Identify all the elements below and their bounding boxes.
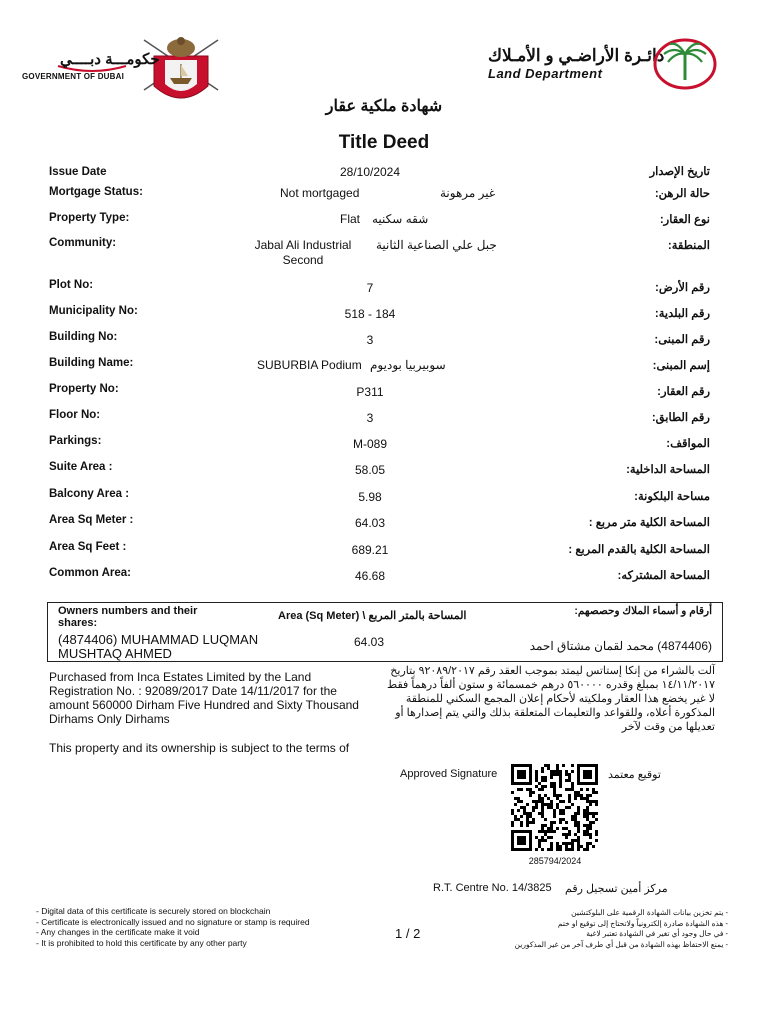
field-value: 5.98 (358, 490, 382, 504)
field-label-arabic: المنطقة: (667, 240, 710, 252)
footer-note-arabic: - هذه الشهادة صادرة إلكترونياً ولاتحتاج إلى توقيع او ختم (557, 918, 728, 928)
field-value-arabic: جبل علي الصناعية الثانية (376, 238, 497, 252)
field-label: Parkings: (49, 435, 102, 447)
field-label: Municipality No: (49, 305, 138, 317)
owners-header: Owners numbers and their shares: (58, 605, 198, 629)
field-value: M-089 (352, 437, 387, 451)
field-value: 28/10/2024 (339, 165, 401, 179)
footer-note-arabic: - يمنع الاحتفاظ بهذه الشهادة من قبل أي طرف آخر من غير المذكورين (514, 939, 728, 949)
field-label-arabic: مساحة البلكونة: (634, 491, 710, 503)
field-label-arabic: المساحة الكلية متر مربع : (588, 517, 710, 529)
field-value: 3 (366, 411, 374, 425)
field-label: Property No: (49, 383, 119, 395)
field-label: Area Sq Meter : (49, 514, 134, 526)
field-label-arabic: المساحة الكلية بالقدم المربع : (568, 544, 710, 556)
land-department-logo (652, 38, 718, 90)
field-label-arabic: تاريخ الإصدار (649, 166, 710, 178)
field-value-arabic: شقه سكنيه (372, 212, 429, 226)
government-of-dubai-english: GOVERNMENT OF DUBAI (22, 72, 125, 81)
footer-note: - Any changes in the certificate make it void (36, 927, 200, 937)
land-department-arabic: دائـرة الأراضـي و الأمـلاك (488, 46, 665, 65)
land-department-english: Land Department (488, 66, 603, 81)
field-label: Property Type: (49, 212, 130, 224)
field-label: Issue Date (49, 166, 107, 178)
owners-header-arabic: أرقام و أسماء الملاك وحصصهم: (574, 605, 712, 617)
field-label-arabic: رقم البلدية: (654, 308, 710, 320)
field-label-arabic: المساحة الداخلية: (626, 464, 710, 476)
palm-tree-icon (652, 38, 718, 90)
field-label: Mortgage Status: (49, 186, 143, 198)
field-label-arabic: المساحة المشتركه: (617, 570, 710, 582)
owners-area-header: Area (Sq Meter) \ المساحة بالمتر المربع (278, 610, 467, 622)
page-number: 1 / 2 (395, 926, 421, 941)
field-label: Area Sq Feet : (49, 541, 127, 553)
approved-signature-label-arabic: توقيع معتمد (608, 769, 661, 781)
government-of-dubai-arabic: حكومـــة دبــــي (60, 51, 160, 68)
field-value: 3 (366, 333, 374, 347)
field-value: 518 - 184 (344, 307, 396, 321)
field-value: 46.68 (354, 569, 386, 583)
field-label-arabic: نوع العقار: (659, 214, 710, 226)
owner-area: 64.03 (354, 635, 385, 649)
field-label: Community: (49, 237, 117, 249)
footer-note-arabic: - في حال وجود أي تغير في الشهادة تعتبر لاغية (586, 929, 728, 938)
field-label-arabic: رقم المبنى: (654, 334, 710, 346)
owner-name: (4874406) MUHAMMAD LUQMAN MUSHTAQ AHMED (58, 632, 259, 661)
field-label-arabic: المواقف: (666, 438, 710, 450)
field-value: 64.03 (354, 516, 386, 530)
field-label-arabic: إسم المبنى: (652, 360, 710, 372)
footer-notes-arabic (460, 908, 728, 950)
field-value: Flat (340, 212, 361, 226)
qr-number: 285794/2024 (528, 856, 582, 866)
field-value: P311 (356, 385, 384, 399)
field-value: 689.21 (351, 543, 389, 557)
field-label-arabic: رقم الأرض: (655, 282, 710, 294)
subject-text: This property and its ownership is subject to the terms of (49, 741, 350, 755)
qr-code-icon (510, 764, 600, 852)
owner-name-arabic: (4874406) محمد لقمان مشتاق احمد (529, 639, 712, 653)
purchase-text: Purchased from Inca Estates Limited by the Land Registration No. : 92089/2017 Date 14/11/2017 for the amount 560000 Dirham Five Hundred and Sixty Thousand Dirhams Only Dirhams (49, 670, 359, 726)
field-label: Common Area: (49, 567, 131, 579)
field-label: Floor No: (49, 409, 101, 421)
field-label-arabic: رقم الطابق: (651, 412, 710, 424)
rt-centre-number: R.T. Centre No. 14/3825 (433, 882, 552, 894)
field-value: 58.05 (354, 463, 386, 477)
owners-table (47, 602, 723, 662)
field-value: Jabal Ali Industrial Second (254, 238, 352, 267)
purchase-text-arabic: آلت بالشراء من إنكا إستاتس ليمتد بموجب العقد رقم ٩٢٠٨٩/٢٠١٧ بتاريخ ١٤/١١/٢٠١٧ بمبلغ وقدره ٥٦٠٠٠٠ درهم خمسمائة و ستون ألفاً درهماً فقط لا غير يخضع هذا العقار وملكيته لأحكام إعلان المجمع السكني للمنطقة المذكورة أعلاه، وللقواعد والتعليمات المتعلقة بذلك والتي يتم إصدارها أو تعديلها من وقت لآخر (387, 665, 715, 733)
rt-centre-number-arabic: مركز أمين تسجيل رقم (565, 883, 668, 895)
title-arabic: شهادة ملكية عقار (325, 98, 443, 115)
field-label: Building No: (49, 331, 118, 343)
title-english: Title Deed (338, 132, 430, 153)
field-value: 7 (366, 281, 374, 295)
footer-note-arabic: - يتم تخزين بيانات الشهادة الرقمية على البلوكتشين (571, 908, 728, 917)
footer-note: - It is prohibited to hold this certificate by any other party (36, 937, 247, 948)
field-label: Suite Area : (49, 461, 113, 473)
field-value-arabic: سوبيربيا بوديوم (370, 358, 446, 372)
field-value: Not mortgaged (280, 186, 360, 200)
field-value-arabic: غير مرهونة (440, 186, 496, 200)
footer-note: - Certificate is electronically issued and no signature or stamp is required (36, 916, 310, 927)
field-label-arabic: حالة الرهن: (654, 188, 710, 200)
footer-note: - Digital data of this certificate is securely stored on blockchain (36, 906, 271, 916)
field-label: Building Name: (49, 357, 134, 369)
field-label: Plot No: (49, 279, 94, 291)
qr-code[interactable] (510, 764, 600, 852)
field-label-arabic: رقم العقار: (657, 386, 710, 398)
field-value: SUBURBIA Podium (257, 358, 362, 372)
approved-signature-label: Approved Signature (400, 768, 498, 780)
footer-notes (36, 906, 386, 948)
field-label: Balcony Area : (49, 488, 130, 500)
